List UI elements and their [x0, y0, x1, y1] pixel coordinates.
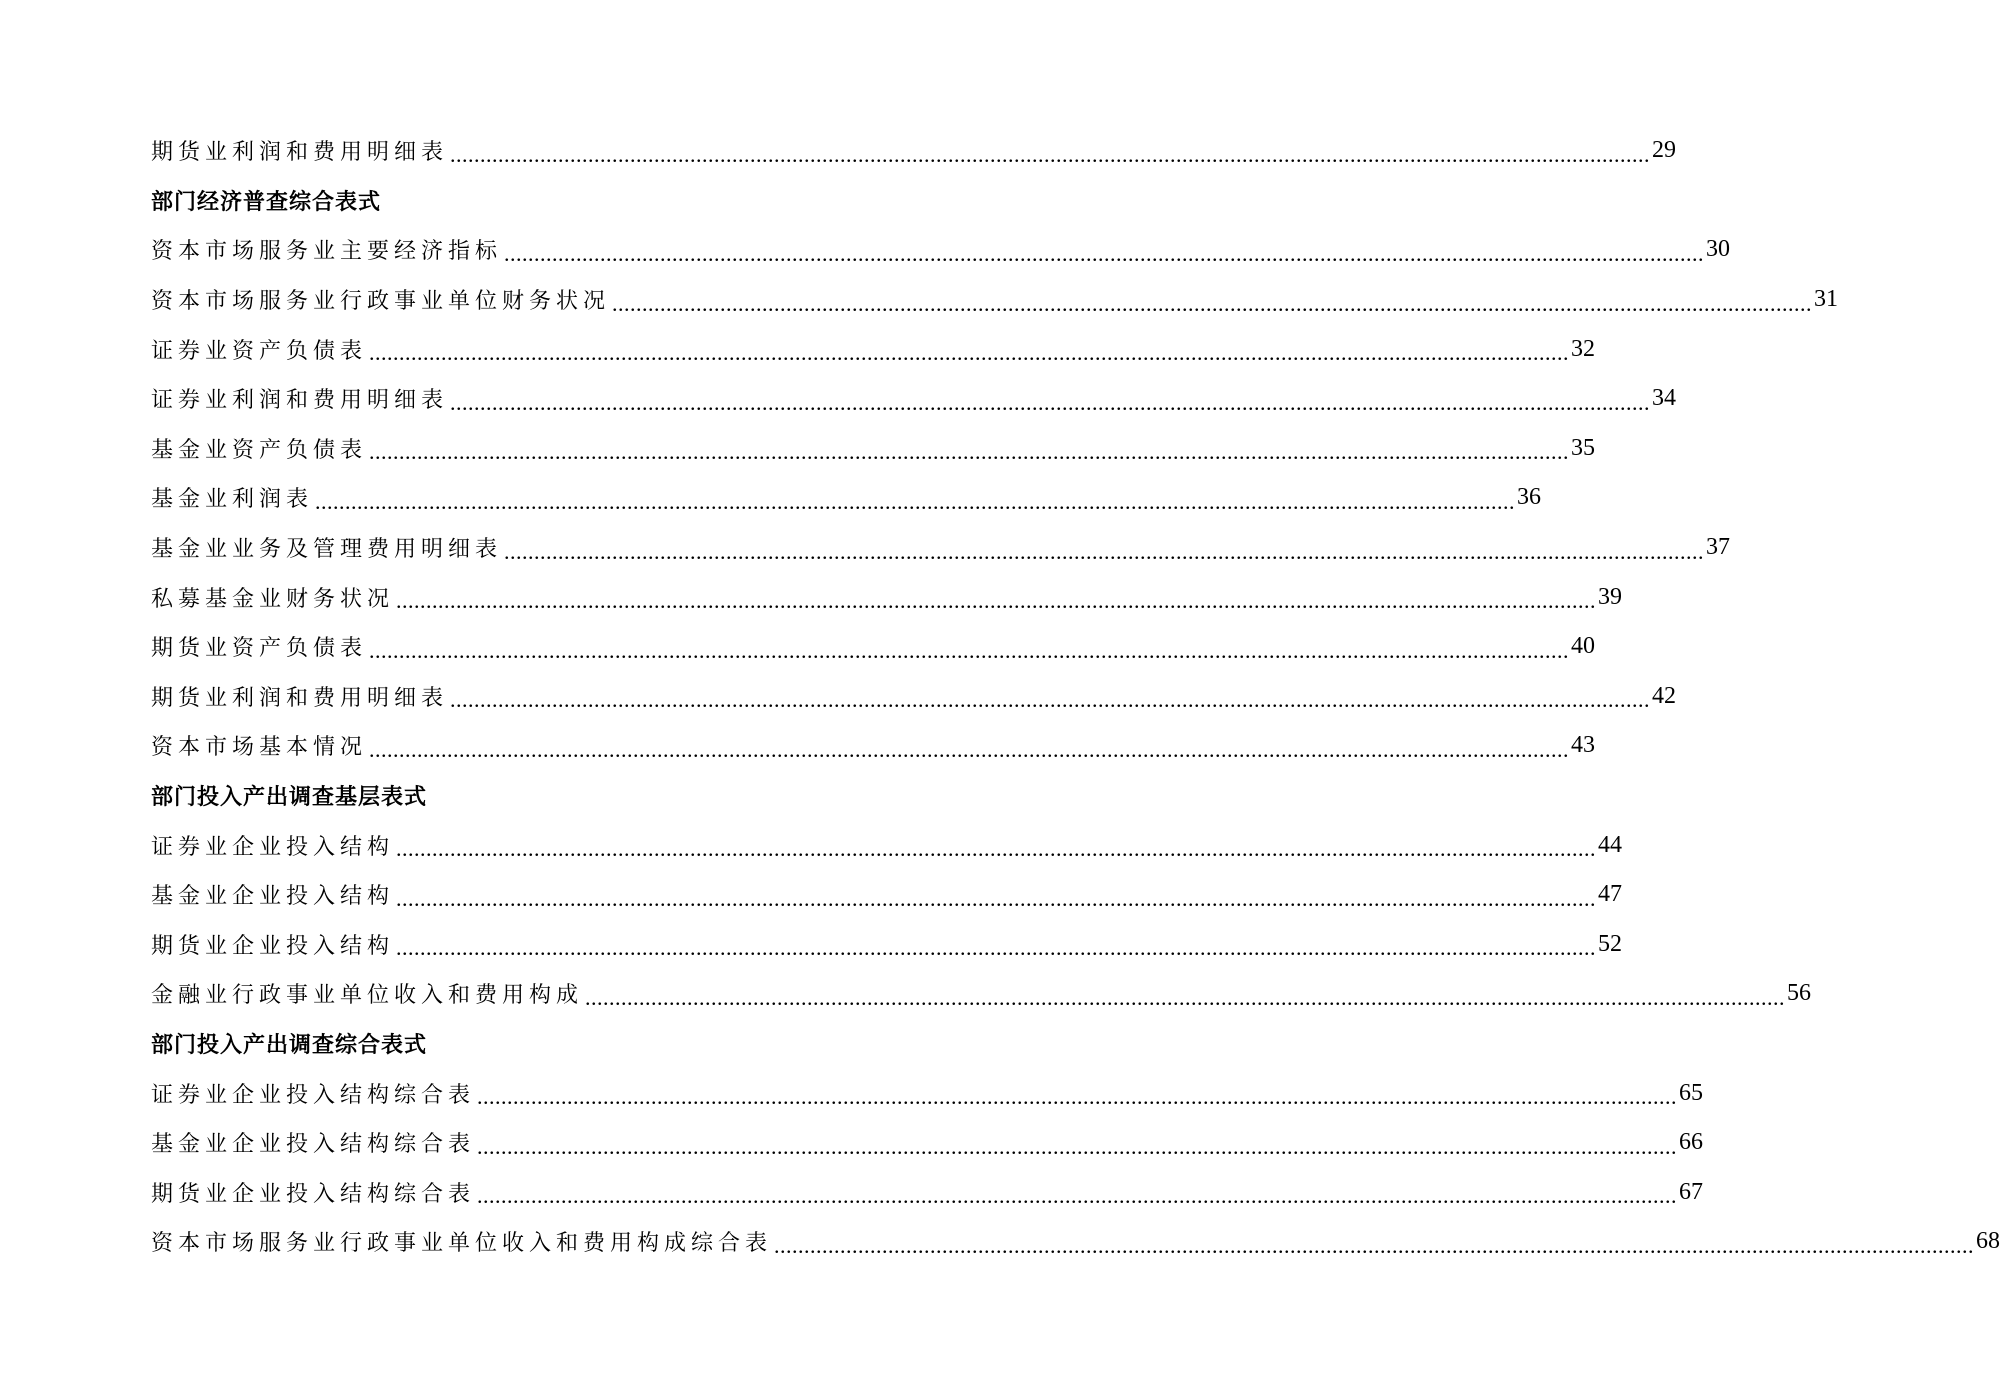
toc-entry[interactable]	[151, 820, 1623, 870]
toc-entry-page-number: 65	[1679, 1079, 1704, 1106]
dot-leader: ........................................................................................................................................................................................................	[612, 290, 1813, 316]
toc-entry-title: 资本市场服务业行政事业单位财务状况	[151, 289, 611, 315]
toc-entry-title: 证券业企业投入结构	[151, 834, 395, 860]
toc-entry-page-number: 37	[1706, 534, 1731, 561]
toc-entry[interactable]	[151, 225, 1731, 275]
toc-entry-title: 基金业业务及管理费用明细表	[151, 537, 503, 563]
toc-entry-page-number: 35	[1571, 434, 1596, 461]
toc-entry[interactable]	[151, 1217, 2000, 1267]
toc-entry[interactable]	[151, 1167, 1704, 1217]
toc-entry[interactable]	[151, 622, 1596, 672]
dot-leader: ........................................................................................................................................................................................................	[315, 488, 1516, 514]
toc-entry-title: 期货业利润和费用明细表	[151, 140, 449, 166]
dot-leader: ........................................................................................................................................................................................................	[369, 637, 1570, 663]
toc-entry[interactable]	[151, 275, 1839, 325]
dot-leader: ........................................................................................................................................................................................................	[369, 736, 1570, 762]
toc-entry-page-number: 56	[1787, 980, 1812, 1007]
toc-entry-title: 期货业利润和费用明细表	[151, 685, 449, 711]
table-of-contents	[151, 126, 2000, 1267]
dot-leader: ........................................................................................................................................................................................................	[450, 687, 1651, 713]
toc-entry-title: 期货业企业投入结构	[151, 933, 395, 959]
toc-entry-title: 基金业利润表	[151, 487, 314, 513]
dot-leader: ........................................................................................................................................................................................................	[477, 1084, 1678, 1110]
toc-entry[interactable]	[151, 1118, 1704, 1168]
toc-entry[interactable]	[151, 969, 1812, 1019]
toc-entry-page-number: 52	[1598, 930, 1623, 957]
toc-entry[interactable]	[151, 672, 1677, 722]
dot-leader: ........................................................................................................................................................................................................	[504, 538, 1705, 564]
toc-entry-page-number: 39	[1598, 583, 1623, 610]
toc-entry-title: 资本市场基本情况	[151, 735, 368, 761]
toc-entry-title: 证券业企业投入结构综合表	[151, 1082, 476, 1108]
toc-entry[interactable]	[151, 523, 1731, 573]
dot-leader: ........................................................................................................................................................................................................	[396, 588, 1597, 614]
toc-entry-page-number: 29	[1652, 137, 1677, 164]
dot-leader: ........................................................................................................................................................................................................	[396, 885, 1597, 911]
toc-entry-page-number: 67	[1679, 1178, 1704, 1205]
dot-leader: ........................................................................................................................................................................................................	[396, 935, 1597, 961]
toc-entry-page-number: 34	[1652, 385, 1677, 412]
toc-entry-title: 证券业利润和费用明细表	[151, 388, 449, 414]
dot-leader: ........................................................................................................................................................................................................	[450, 141, 1651, 167]
toc-entry-title: 证券业资产负债表	[151, 338, 368, 364]
toc-entry[interactable]	[151, 374, 1677, 424]
dot-leader: ........................................................................................................................................................................................................	[774, 1232, 1975, 1258]
toc-entry-page-number: 44	[1598, 831, 1623, 858]
toc-entry-page-number: 36	[1517, 484, 1542, 511]
dot-leader: ........................................................................................................................................................................................................	[477, 1183, 1678, 1209]
toc-entry-page-number: 47	[1598, 881, 1623, 908]
toc-entry-title: 资本市场服务业行政事业单位收入和费用构成综合表	[151, 1231, 773, 1257]
toc-entry[interactable]	[151, 721, 1596, 771]
toc-entry-page-number: 30	[1706, 236, 1731, 263]
toc-entry-page-number: 40	[1571, 633, 1596, 660]
toc-entry[interactable]	[151, 870, 1623, 920]
toc-entry[interactable]	[151, 324, 1596, 374]
dot-leader: ........................................................................................................................................................................................................	[477, 1133, 1678, 1159]
toc-entry-page-number: 43	[1571, 732, 1596, 759]
dot-leader: ........................................................................................................................................................................................................	[504, 240, 1705, 266]
toc-entry[interactable]	[151, 424, 1596, 474]
toc-entry-page-number: 31	[1814, 286, 1839, 313]
toc-entry-title: 资本市场服务业主要经济指标	[151, 239, 503, 265]
toc-entry-title: 基金业企业投入结构综合表	[151, 1132, 476, 1158]
toc-entry[interactable]	[151, 126, 1677, 176]
toc-entry-page-number: 66	[1679, 1129, 1704, 1156]
toc-entry-page-number: 42	[1652, 682, 1677, 709]
toc-entry[interactable]	[151, 473, 1542, 523]
toc-entry-page-number: 68	[1976, 1228, 2000, 1255]
toc-entry-title: 期货业企业投入结构综合表	[151, 1181, 476, 1207]
toc-entry-title: 金融业行政事业单位收入和费用构成	[151, 983, 584, 1009]
toc-section-heading: 部门投入产出调查基层表式	[151, 785, 428, 811]
toc-entry[interactable]	[151, 572, 1623, 622]
dot-leader: ........................................................................................................................................................................................................	[396, 836, 1597, 862]
dot-leader: ........................................................................................................................................................................................................	[369, 340, 1570, 366]
toc-entry-title: 私募基金业财务状况	[151, 586, 395, 612]
toc-entry-page-number: 32	[1571, 335, 1596, 362]
toc-entry[interactable]	[151, 1068, 1704, 1118]
toc-entry-title: 基金业企业投入结构	[151, 884, 395, 910]
toc-section-heading: 部门经济普查综合表式	[151, 189, 382, 215]
dot-leader: ........................................................................................................................................................................................................	[450, 389, 1651, 415]
dot-leader: ........................................................................................................................................................................................................	[369, 439, 1570, 465]
toc-section-heading: 部门投入产出调查综合表式	[151, 1032, 428, 1058]
toc-entry[interactable]	[151, 920, 1623, 970]
toc-entry-title: 基金业资产负债表	[151, 437, 368, 463]
toc-entry-title: 期货业资产负债表	[151, 636, 368, 662]
dot-leader: ........................................................................................................................................................................................................	[585, 984, 1786, 1010]
